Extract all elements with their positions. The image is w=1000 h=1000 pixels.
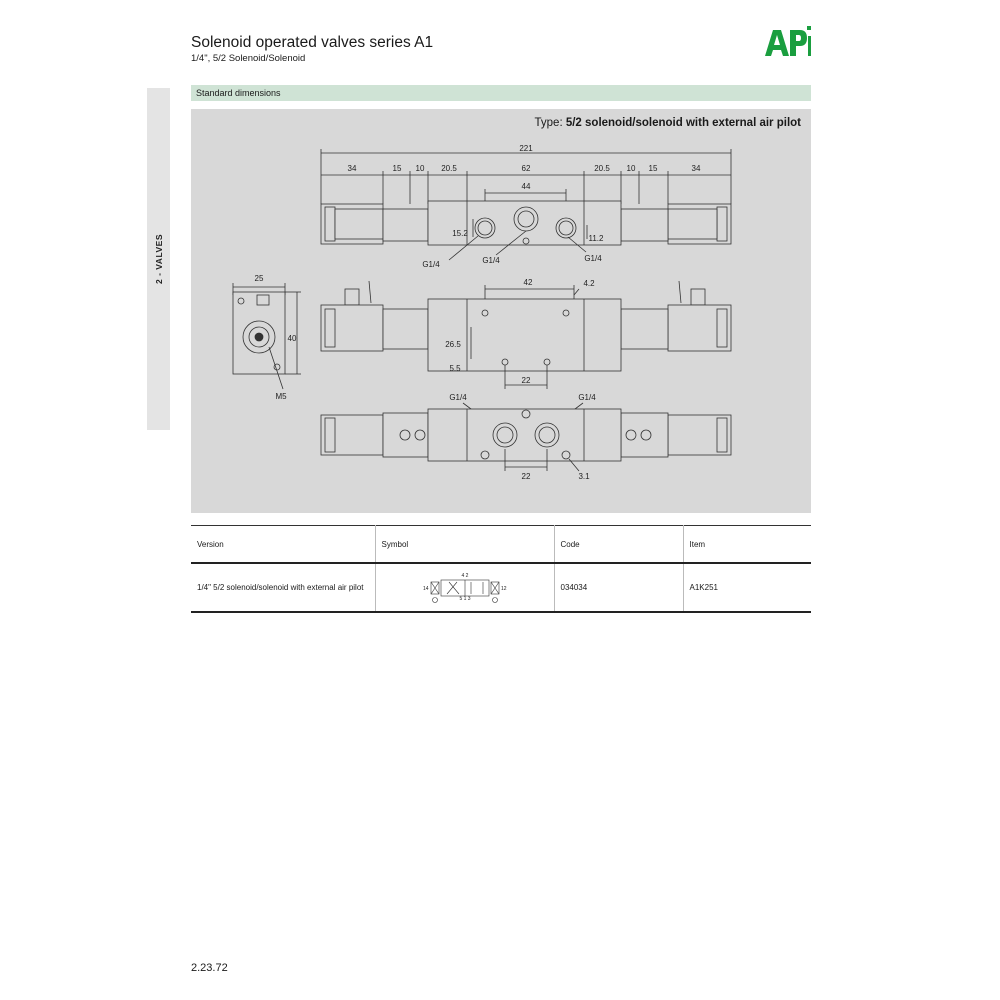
pneumatic-symbol-icon [417,571,513,605]
svg-text:22: 22 [521,376,531,385]
svg-text:34: 34 [347,164,357,173]
svg-text:M5: M5 [275,392,287,401]
dim-overall: 221 [519,144,533,153]
svg-text:22: 22 [521,472,531,481]
svg-text:42: 42 [523,278,533,287]
svg-text:5 1 3: 5 1 3 [458,595,471,602]
svg-text:20.5: 20.5 [441,164,457,173]
page-subtitle: 1/4", 5/2 Solenoid/Solenoid [191,53,306,64]
svg-text:20.5: 20.5 [594,164,610,173]
side-tab-label: 2 - VALVES [153,233,164,285]
svg-text:12: 12 [500,585,507,592]
dimension-drawing [191,109,811,513]
svg-text:15.2: 15.2 [452,229,468,238]
svg-text:5.5: 5.5 [449,364,461,373]
svg-text:G1/4: G1/4 [449,393,467,402]
svg-text:G1/4: G1/4 [584,254,602,263]
svg-text:40: 40 [287,334,297,343]
svg-text:25: 25 [254,274,264,283]
svg-text:26.5: 26.5 [445,340,461,349]
svg-text:15: 15 [648,164,658,173]
type-label: Type: 5/2 solenoid/solenoid with external air pilot [534,117,801,129]
top-view [321,144,731,269]
end-view [233,274,301,401]
svg-text:62: 62 [521,164,531,173]
cell-item: A1K251 [683,563,811,612]
col-item: Item [683,526,811,564]
bottom-view [321,393,731,481]
section-header [191,85,811,101]
table-row [191,563,811,612]
svg-text:3.1: 3.1 [578,472,590,481]
cell-symbol [375,563,554,612]
svg-text:10: 10 [415,164,425,173]
table-header-row [191,526,811,564]
api-logo [763,24,811,58]
cell-version: 1/4" 5/2 solenoid/solenoid with external air pilot [197,583,364,592]
svg-text:4.2: 4.2 [583,279,595,288]
svg-text:44: 44 [521,182,531,191]
spec-table [191,525,811,613]
svg-text:G1/4: G1/4 [578,393,596,402]
type-value: 5/2 solenoid/solenoid with external air pilot [565,117,801,129]
svg-text:15: 15 [392,164,402,173]
svg-text:14: 14 [422,585,429,592]
svg-text:11.2: 11.2 [588,234,604,243]
page-title: Solenoid operated valves series A1 [191,34,434,51]
col-symbol: Symbol [375,526,554,564]
cell-code: 034034 [554,563,683,612]
col-version: Version [197,539,224,549]
svg-text:10: 10 [626,164,636,173]
page-number: 2.23.72 [191,962,228,974]
svg-text:G1/4: G1/4 [422,260,440,269]
svg-text:34: 34 [691,164,701,173]
svg-text:G1/4: G1/4 [482,256,500,265]
side-tab [147,88,170,430]
valve-drawing-svg [191,109,811,513]
svg-text:4 2: 4 2 [461,572,468,579]
col-code: Code [554,526,683,564]
front-view [321,278,731,389]
section-label: Standard dimensions [196,88,281,98]
